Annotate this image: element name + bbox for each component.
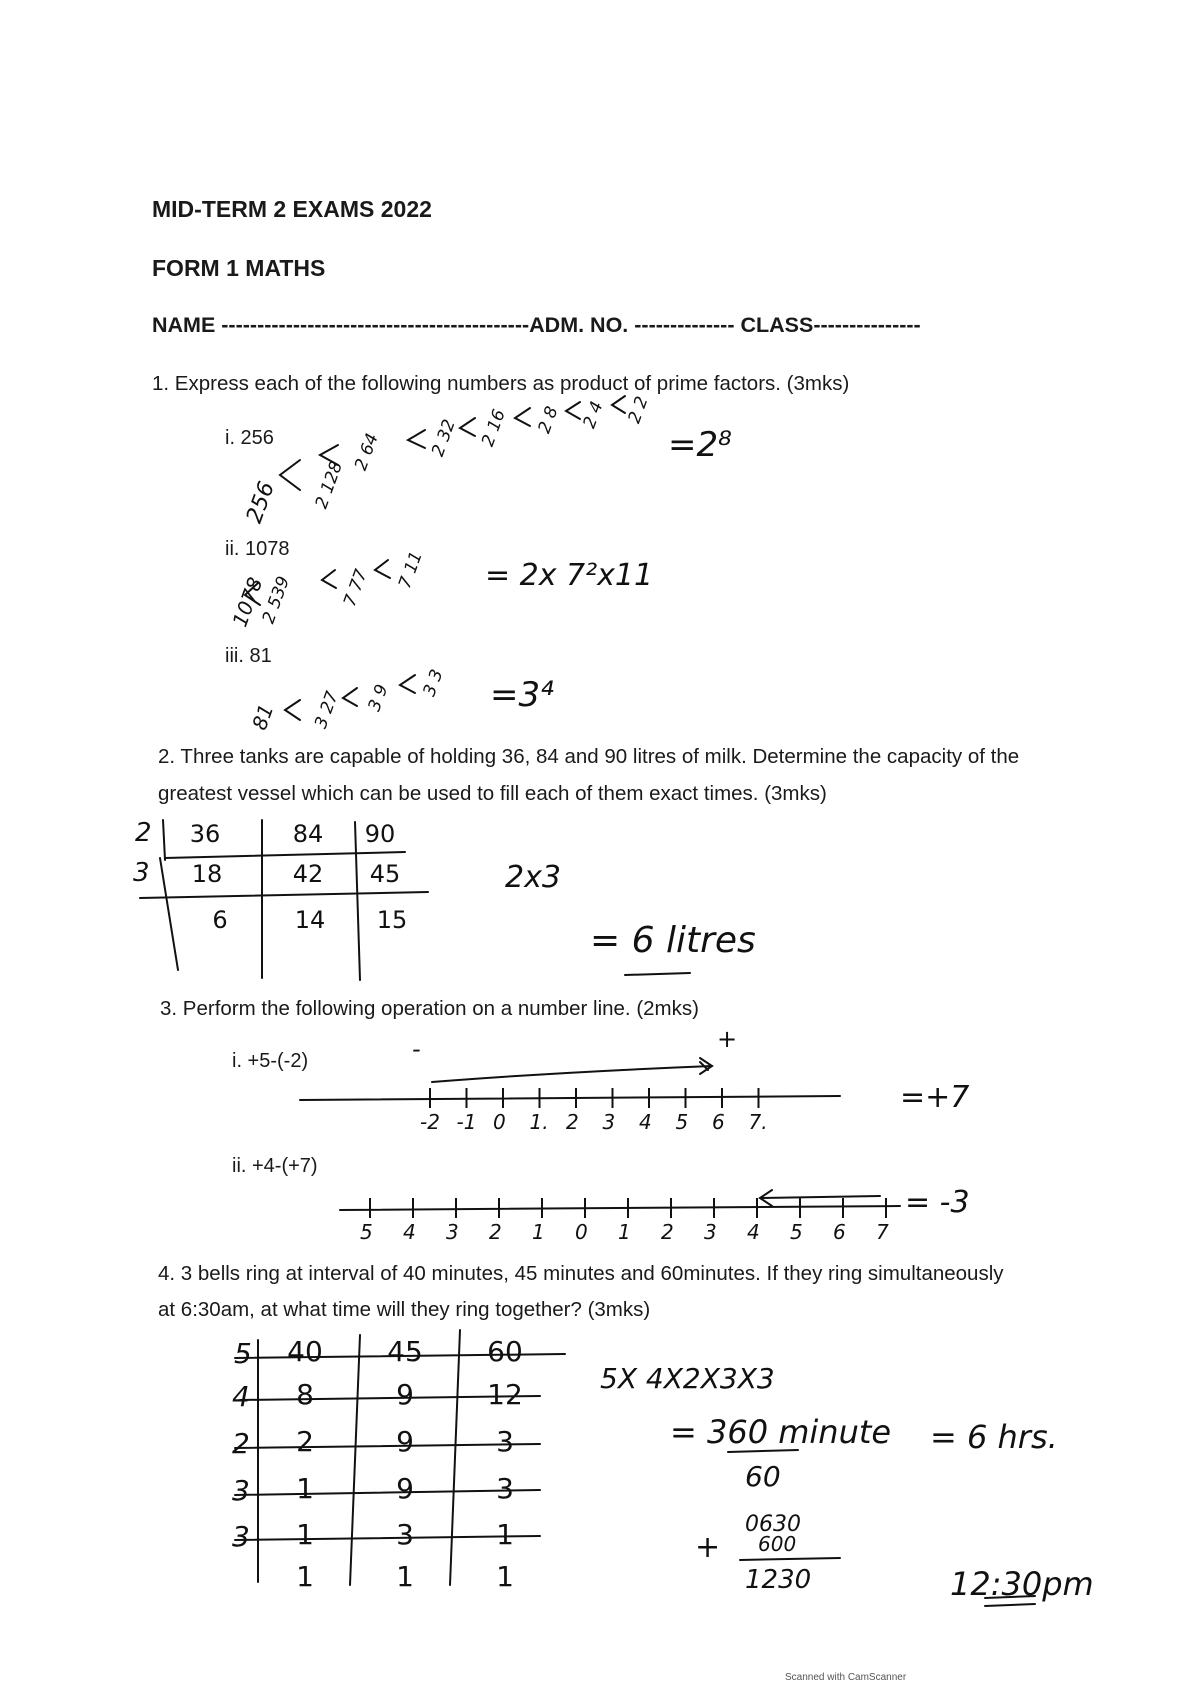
q3-ii-tick-label-1: 4: [403, 1220, 416, 1244]
q4-col-line-1: [350, 1335, 360, 1585]
q3-ii-tick-label-0: 5: [360, 1220, 373, 1244]
q4-addition-line: [740, 1558, 840, 1560]
q3-i-plus-mark: +: [717, 1025, 738, 1053]
q1-iii-working-3: 3 3: [419, 666, 448, 700]
q4-cell-5-2: 1: [496, 1560, 514, 1593]
q4-cell-3-2: 3: [496, 1472, 514, 1505]
q2-cell-1-0: 18: [191, 860, 223, 888]
q4-addition-sum: 1230: [745, 1565, 812, 1595]
q1-iii-working-2: 3 9: [364, 681, 393, 715]
q4-addition-add: 600: [758, 1532, 797, 1556]
q3-i-tick-label-6: 4: [639, 1110, 652, 1134]
q1-i-working-2: 2 64: [351, 430, 383, 474]
q2-cell-0-1: 84: [292, 820, 324, 848]
q4-final-answer: 12:30pm: [950, 1565, 1094, 1603]
q3-ii-tick-label-3: 2: [489, 1220, 502, 1244]
q3-i-tick-label-9: 7.: [748, 1110, 768, 1134]
q2-row-line-1: [165, 852, 405, 858]
q2-divider-left-top: [163, 820, 165, 860]
q4-cell-0-1: 45: [387, 1335, 423, 1368]
q4-cell-4-0: 1: [296, 1518, 314, 1551]
q1-i-working-7: 2 2: [624, 393, 653, 427]
q2-left-line: [160, 858, 178, 970]
scanner-footer: Scanned with CamScanner: [785, 1672, 907, 1683]
q4-division-line: [728, 1450, 798, 1452]
q4-cell-4-1: 3: [396, 1518, 414, 1551]
q4-divisor-1: 4: [232, 1380, 250, 1413]
q4-cell-3-0: 1: [296, 1472, 314, 1505]
q3-i-tick-label-8: 6: [712, 1110, 725, 1134]
q4-cell-2-1: 9: [396, 1425, 414, 1458]
q4-row-line-1: [235, 1354, 565, 1358]
q3-ii-tick-label-6: 1: [618, 1220, 631, 1244]
q2-divisor-1: 3: [133, 858, 150, 888]
name-adm-class-line: NAME -------------------------------------------ADM. NO. -------------- CLASS---------------: [152, 313, 921, 337]
q4-minutes: = 360 minute: [670, 1413, 892, 1451]
q3-ii-tick-label-5: 0: [575, 1220, 588, 1244]
q3-i-tick-label-7: 5: [675, 1110, 689, 1134]
q4-divisor-2: 2: [232, 1427, 250, 1460]
q2-product: 2x3: [505, 860, 561, 895]
q4-divisor-4: 3: [232, 1520, 250, 1553]
q4-cell-4-2: 1: [496, 1518, 514, 1551]
q3-ii-number-line: [340, 1206, 900, 1210]
q2-answer: = 6 litres: [590, 920, 756, 961]
q4-row-line-4: [235, 1490, 540, 1495]
q2-cell-2-1: 14: [294, 906, 326, 934]
q3-ii-tick-label-4: 1: [532, 1220, 545, 1244]
q1-i-working-4: 2 16: [478, 406, 510, 450]
q3-i-minus-mark: -: [412, 1035, 421, 1063]
q3-i-arrow: [432, 1066, 712, 1082]
question-2-line1: 2. Three tanks are capable of holding 36, 84 and 90 litres of milk. Determine the capacity of the: [158, 745, 1020, 768]
q1-i-branch-5: [515, 408, 530, 426]
q1-i-answer: =2⁸: [668, 425, 732, 465]
q4-product: 5X 4X2X3X3: [600, 1362, 775, 1395]
q3-ii-answer: = -3: [905, 1185, 970, 1220]
q2-row-line-2: [140, 892, 428, 898]
question-3: 3. Perform the following operation on a number line. (2mks): [160, 997, 699, 1020]
q4-cell-2-2: 3: [496, 1425, 514, 1458]
q4-cell-5-1: 1: [396, 1560, 414, 1593]
q1-ii-branch-2: [322, 570, 336, 588]
q4-cell-1-2: 12: [487, 1378, 523, 1411]
q3-i-tick-label-2: 0: [493, 1110, 506, 1134]
q3-part-i-label: i. +5-(-2): [232, 1050, 309, 1072]
exam-title: MID-TERM 2 EXAMS 2022: [152, 196, 432, 222]
q1-i-branch-2: [320, 445, 338, 465]
q4-row-line-2: [240, 1396, 540, 1400]
q4-row-line-3: [235, 1444, 540, 1448]
q3-i-tick-label-4: 2: [566, 1110, 579, 1134]
q1-part-i-label: i. 256: [225, 427, 274, 449]
q4-cell-1-0: 8: [296, 1378, 314, 1411]
question-4-line1: 4. 3 bells ring at interval of 40 minutes, 45 minutes and 60minutes. If they ring simultaneously: [158, 1262, 1004, 1285]
q1-ii-working-1: 2 539: [258, 573, 295, 627]
q4-hours: = 6 hrs.: [930, 1418, 1058, 1456]
q4-divisor: 60: [745, 1460, 781, 1493]
q2-cell-1-1: 42: [292, 860, 324, 888]
q3-i-answer: =+7: [900, 1080, 970, 1115]
q3-ii-tick-label-10: 5: [790, 1220, 803, 1244]
q4-cell-3-1: 9: [396, 1472, 414, 1505]
q1-ii-answer: = 2x 7²x11: [485, 558, 654, 593]
q1-i-branch-7: [612, 396, 625, 413]
q1-ii-working-3: 7 11: [395, 548, 427, 592]
q4-answer-underline-2: [985, 1604, 1035, 1606]
q4-addition-top: 0630: [745, 1512, 801, 1537]
q3-ii-tick-label-7: 2: [661, 1220, 674, 1244]
q4-cell-5-0: 1: [296, 1560, 314, 1593]
q1-part-ii-label: ii. 1078: [225, 538, 290, 560]
q1-part-iii-label: iii. 81: [225, 645, 272, 667]
q1-iii-branch-2: [343, 688, 357, 706]
q1-i-branch-1: [280, 460, 300, 490]
q2-cell-2-2: 15: [376, 906, 408, 934]
q1-i-working-1: 2 128: [311, 458, 348, 512]
q4-cell-2-0: 2: [296, 1425, 314, 1458]
q4-plus-sign: +: [695, 1530, 721, 1565]
q1-iii-working-1: 3 27: [311, 688, 343, 732]
subject-title: FORM 1 MATHS: [152, 255, 326, 281]
q1-iii-branch-3: [400, 675, 415, 693]
q4-row-line-5: [235, 1536, 540, 1540]
q4-divisor-0: 5: [234, 1337, 252, 1370]
q3-ii-tick-label-8: 3: [704, 1220, 717, 1244]
q1-i-branch-4: [460, 418, 475, 436]
q1-ii-working-0: 1078: [227, 573, 268, 631]
q1-i-working-0: 256: [242, 478, 280, 527]
q2-divisor-0: 2: [135, 818, 152, 848]
q1-i-working-5: 2 8: [534, 403, 563, 437]
q2-cell-0-2: 90: [364, 820, 396, 848]
q1-i-branch-6: [566, 402, 580, 419]
q1-ii-branch-1: [245, 583, 260, 605]
q4-divisor-3: 3: [232, 1474, 250, 1507]
q3-i-tick-label-0: -2: [420, 1110, 440, 1134]
q4-cell-0-0: 40: [287, 1335, 323, 1368]
question-4-line2: at 6:30am, at what time will they ring together? (3mks): [158, 1298, 651, 1321]
q4-answer-underline-1: [985, 1596, 1035, 1598]
q3-ii-tick-label-9: 4: [747, 1220, 760, 1244]
q1-i-branch-3: [408, 430, 425, 448]
q4-cell-1-1: 9: [396, 1378, 414, 1411]
q3-ii-ticks: [370, 1198, 886, 1218]
q3-ii-arrow: [760, 1196, 880, 1198]
q2-col-line-2: [355, 822, 360, 980]
q3-ii-tick-label-11: 6: [833, 1220, 846, 1244]
question-2-line2: greatest vessel which can be used to fill each of them exact times. (3mks): [158, 782, 827, 805]
q1-ii-branch-3: [375, 560, 390, 578]
q1-i-working-6: 2 4: [579, 398, 608, 432]
q1-iii-answer: =3⁴: [490, 675, 554, 715]
q3-part-ii-label: ii. +4-(+7): [232, 1155, 318, 1177]
q1-i-working-3: 2 32: [428, 416, 460, 460]
q1-iii-working-0: 81: [247, 700, 279, 734]
q4-cell-0-2: 60: [487, 1335, 523, 1368]
q2-cell-2-0: 6: [212, 906, 228, 934]
question-1: 1. Express each of the following numbers as product of prime factors. (3mks): [152, 372, 850, 395]
q3-ii-tick-label-2: 3: [446, 1220, 459, 1244]
q2-cell-0-0: 36: [189, 820, 221, 848]
q2-cell-1-2: 45: [369, 860, 401, 888]
q1-ii-working-2: 7 77: [340, 566, 372, 610]
q3-ii-tick-label-12: 7: [876, 1220, 889, 1244]
q3-i-tick-label-3: 1.: [529, 1110, 549, 1134]
q4-col-line-2: [450, 1330, 460, 1585]
q3-i-tick-label-5: 3: [602, 1110, 616, 1134]
q1-iii-branch-1: [285, 700, 300, 720]
q3-i-tick-label-1: -1: [456, 1110, 477, 1134]
q2-answer-underline: [625, 973, 690, 975]
